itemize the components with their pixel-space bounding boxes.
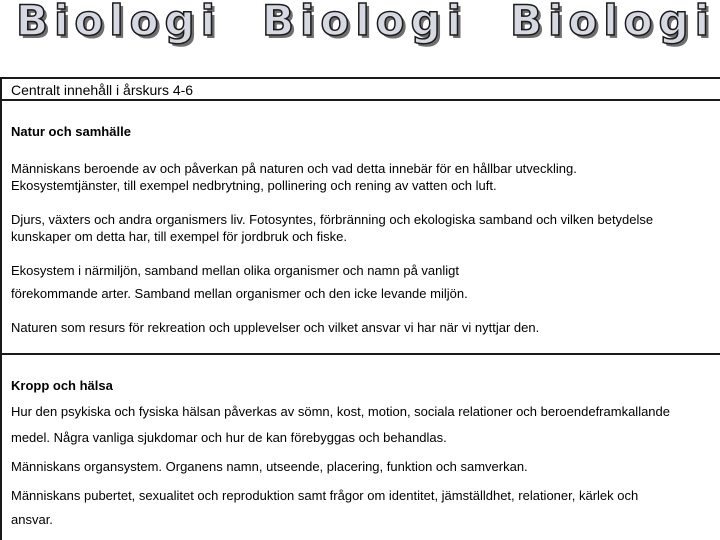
section-line: kunskaper om detta har, till exempel för jordbruk och fiske. [11,229,347,244]
section-line: Människans organsystem. Organens namn, utseende, placering, funktion och samverkan. [11,459,528,474]
section-line: Hur den psykiska och fysiska hälsan påverkas av sömn, kost, motion, sociala relationer och beroendeframkallande [11,404,671,419]
banner-word: Biologi [16,0,221,45]
section-line: Människans beroende av och påverkan på naturen och vad detta innebär för en hållbar utveckling. [11,161,577,176]
table-header-title: Centralt innehåll i årskurs 4-6 [11,82,194,98]
section-kropp-och-halsa [2,355,720,540]
section-line: medel. Några vanliga sjukdomar och hur de kan förebyggas och behandlas. [11,430,447,445]
section-heading: Kropp och hälsa [11,378,113,393]
section-line: Ekosystemtjänster, till exempel nedbrytning, pollinering och rening av vatten och luft. [11,178,497,193]
section-line: Naturen som resurs för rekreation och upplevelser och vilket ansvar vi har när vi nyttjar den. [11,320,540,335]
section-line: Djurs, växters och andra organismers liv. Fotosyntes, förbränning och ekologiska samband och vilken betydelse [11,212,654,227]
section-line: Människans pubertet, sexualitet och reproduktion samt frågor om identitet, jämställdhet, relationer, kärlek och [11,488,639,503]
title-banner [0,0,720,76]
banner-word: Biologi [510,0,715,45]
section-line: förekommande arter. Samband mellan organismer och den icke levande miljön. [11,286,468,301]
section-natur-och-samhalle [2,101,720,355]
section-heading: Natur och samhälle [11,124,131,139]
content-table [0,77,720,540]
banner-word: Biologi [262,0,467,45]
table-header-row [2,79,720,101]
section-line: ansvar. [11,512,53,527]
section-line: Ekosystem i närmiljön, samband mellan olika organismer och namn på vanligt [11,263,459,278]
